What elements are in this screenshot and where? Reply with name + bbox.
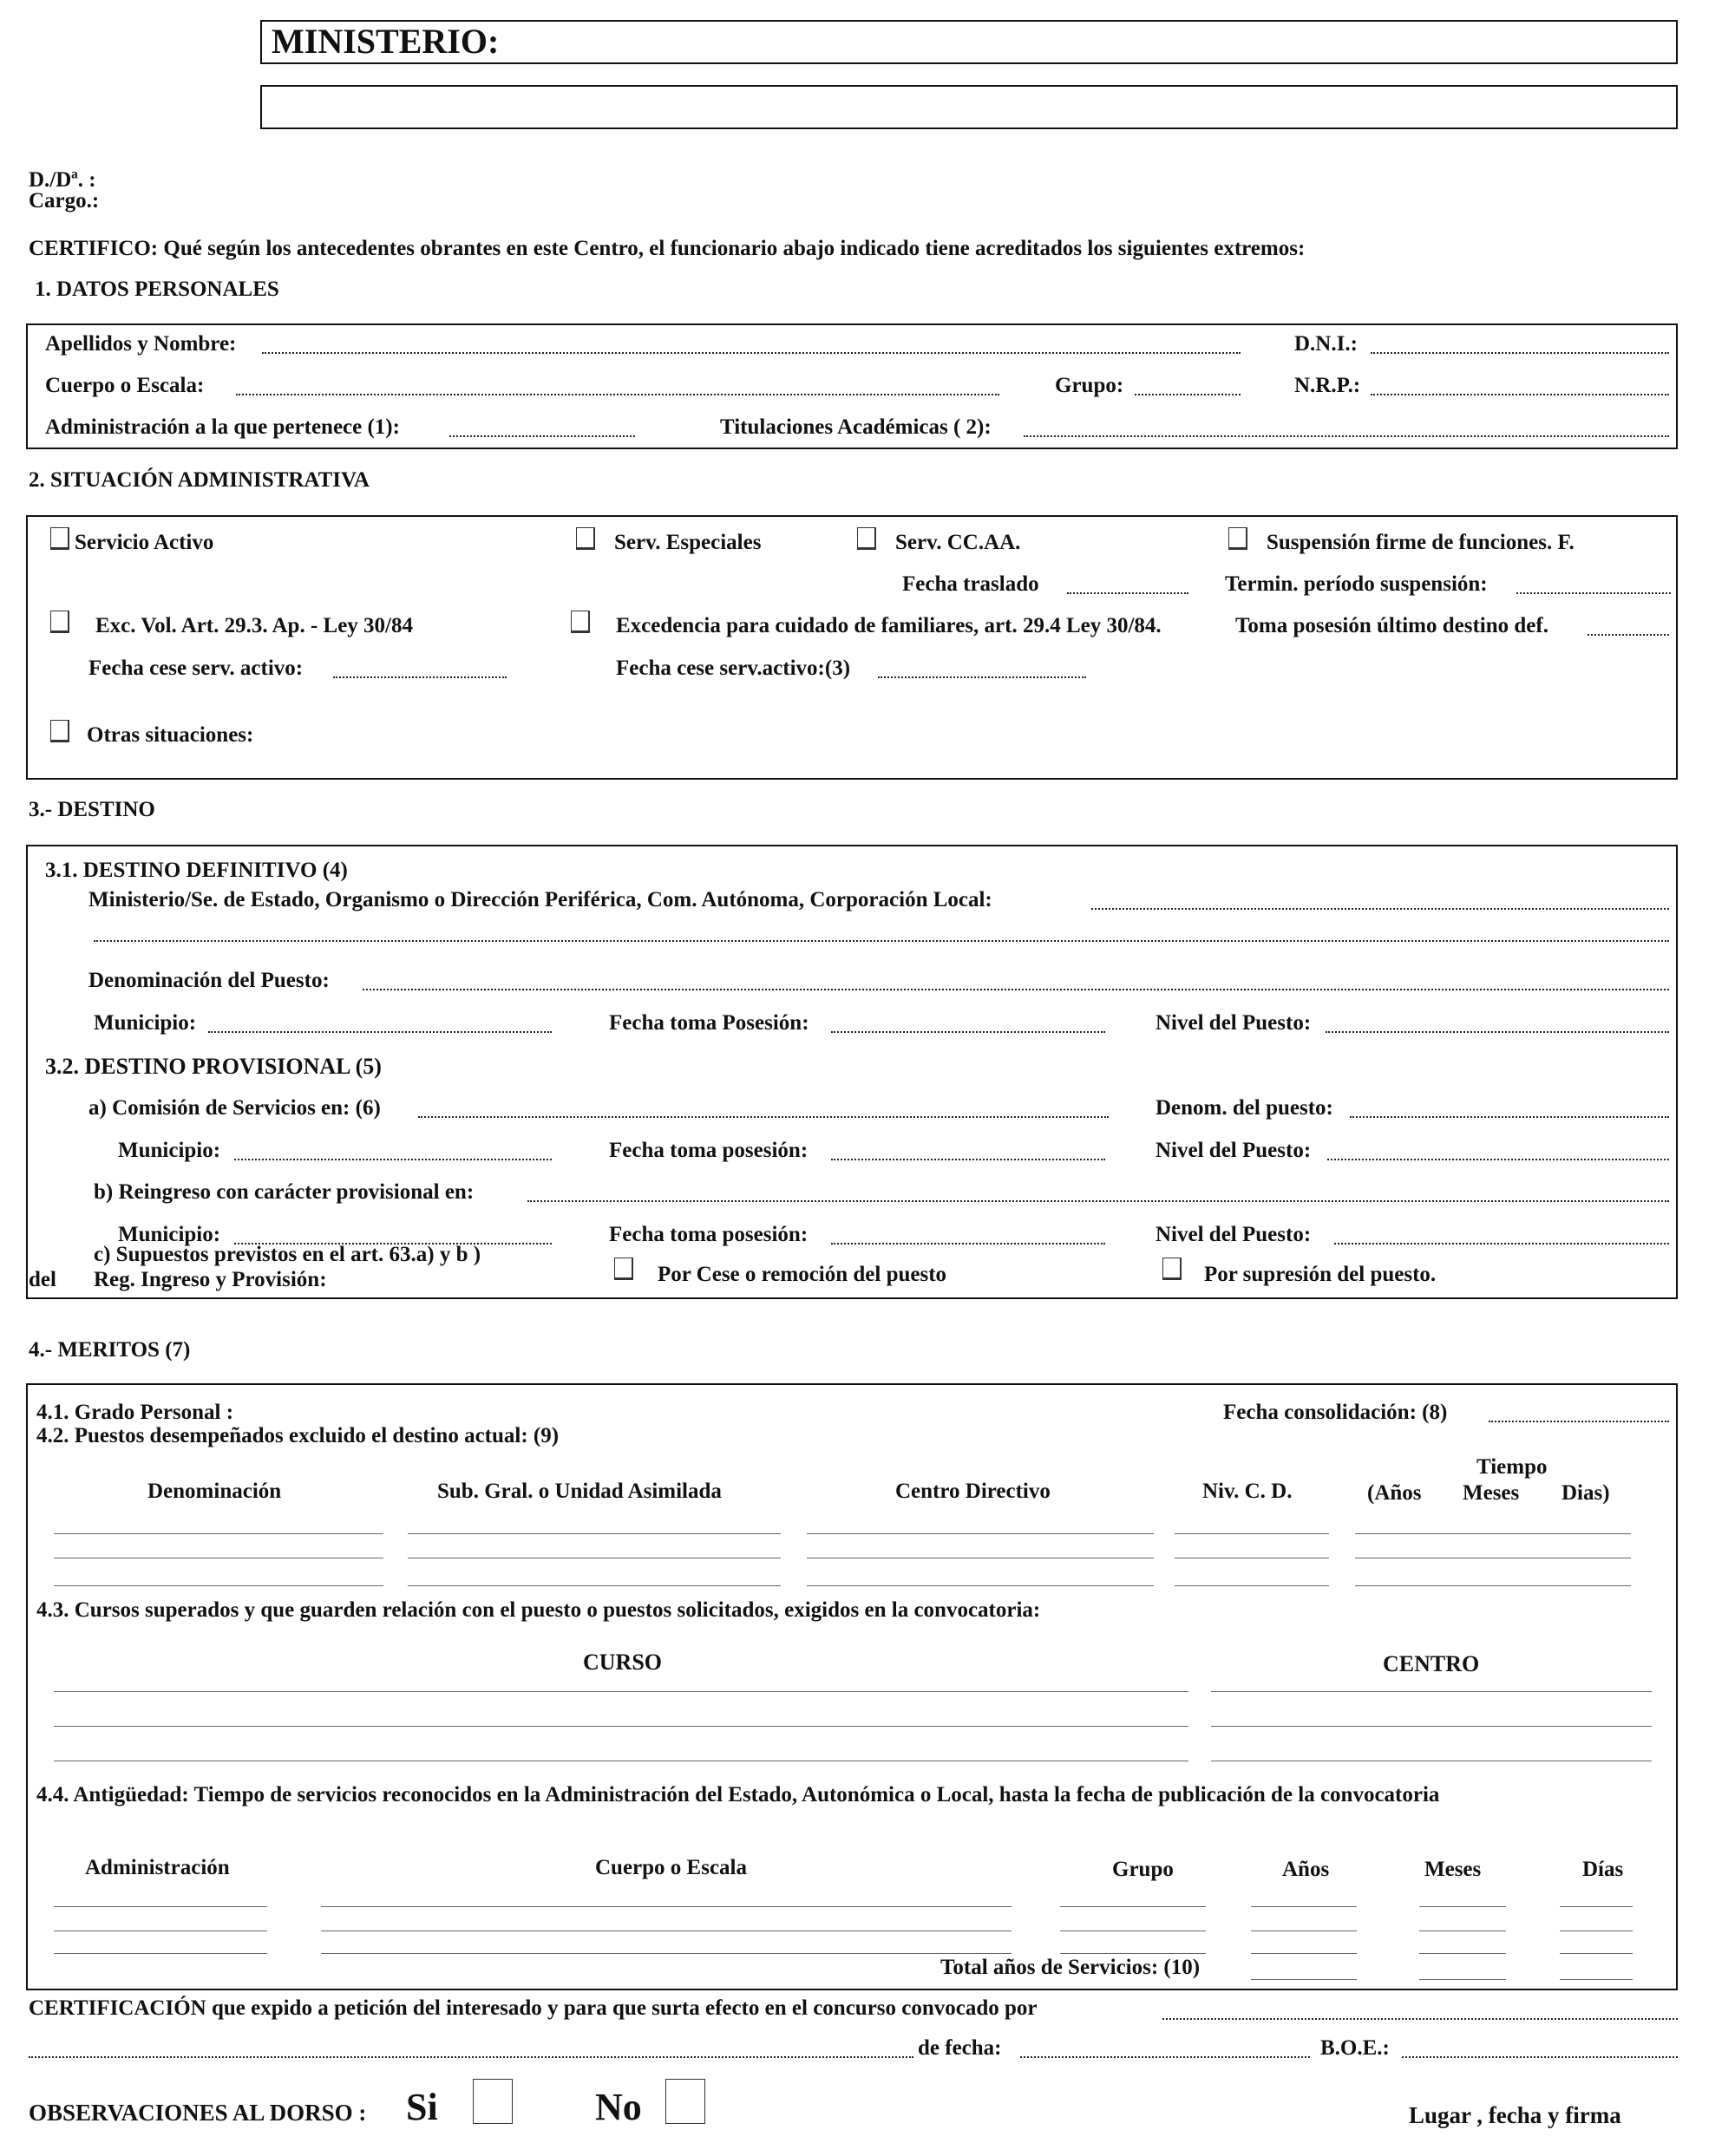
total-meses-field[interactable]: [1419, 1979, 1506, 1980]
col-centro: CENTRO: [1383, 1651, 1480, 1676]
col-anos: (Años: [1367, 1481, 1422, 1505]
col-dias: Dias): [1562, 1481, 1610, 1505]
certificacion-text: CERTIFICACIÓN que expido a petición del interesado y para que surta efecto en el concurso convocado por: [29, 1996, 1038, 2020]
antig-row-1-admin[interactable]: [54, 1906, 267, 1907]
centro-row-2[interactable]: [1211, 1726, 1652, 1727]
municipio-def-field[interactable]: [208, 1031, 552, 1033]
exc-vol-label: Exc. Vol. Art. 29.3. Ap. - Ley 30/84: [95, 614, 413, 637]
ministerio-se-label: Ministerio/Se. de Estado, Organismo o Dirección Periférica, Com. Autónoma, Corporación Local:: [88, 888, 992, 911]
nivel-rei-label: Nivel del Puesto:: [1156, 1223, 1312, 1246]
fecha-toma-rei-label: Fecha toma posesión:: [609, 1223, 809, 1246]
col-niv: Niv. C. D.: [1202, 1480, 1293, 1503]
servicio-activo-checkbox[interactable]: [50, 527, 69, 550]
puestos-row-1-tiempo[interactable]: [1355, 1533, 1631, 1534]
por-supresion-checkbox[interactable]: [1162, 1258, 1182, 1280]
antig-row-3-dias[interactable]: [1560, 1953, 1633, 1954]
antig-row-1-meses[interactable]: [1419, 1906, 1506, 1907]
nivel-def-label: Nivel del Puesto:: [1156, 1011, 1312, 1035]
puestos-row-1-denominacion[interactable]: [54, 1533, 383, 1534]
antiguedad-label: 4.4. Antigüedad: Tiempo de servicios reconocidos en la Administración del Estado, Autonómica o Local, hasta la fecha de publicación de la convocatoria: [36, 1783, 1440, 1806]
boe-label: B.O.E.:: [1320, 2036, 1390, 2060]
puestos-row-3-centro[interactable]: [807, 1585, 1154, 1586]
si-label: Si: [406, 2086, 438, 2128]
antig-row-3-cuerpo[interactable]: [321, 1953, 1012, 1954]
fecha-toma-rei-field[interactable]: [831, 1243, 1105, 1245]
section1-title: 1. DATOS PERSONALES: [35, 278, 279, 301]
puestos-row-3-subgral[interactable]: [408, 1585, 781, 1586]
fecha-toma-def-label: Fecha toma Posesión:: [609, 1011, 809, 1035]
exc-vol-checkbox[interactable]: [50, 611, 69, 633]
de-fecha-field[interactable]: [1020, 2056, 1310, 2058]
col-administracion: Administración: [85, 1856, 230, 1879]
denom-puesto-label: Denom. del puesto:: [1156, 1096, 1333, 1120]
apellidos-label: Apellidos y Nombre:: [45, 332, 237, 356]
ministerio-se-field[interactable]: [1091, 908, 1669, 910]
no-label: No: [595, 2086, 642, 2128]
destino-provisional-title: 3.2. DESTINO PROVISIONAL (5): [45, 1054, 382, 1079]
nrp-field[interactable]: [1371, 394, 1669, 395]
otras-checkbox[interactable]: [50, 720, 69, 742]
puestos-row-1-subgral[interactable]: [408, 1533, 781, 1534]
centro-row-1[interactable]: [1211, 1691, 1652, 1692]
denom-puesto-field[interactable]: [1350, 1116, 1669, 1118]
administracion-field[interactable]: [449, 435, 635, 437]
col-centro-directivo: Centro Directivo: [895, 1480, 1051, 1503]
antig-row-1-anos[interactable]: [1251, 1906, 1357, 1907]
cargo-label: Cargo.:: [29, 189, 100, 212]
no-checkbox[interactable]: [665, 2079, 705, 2124]
puestos-row-1-niv[interactable]: [1175, 1533, 1329, 1534]
col-dias2: Días: [1582, 1858, 1624, 1881]
municipio-def-label: Municipio:: [94, 1011, 197, 1035]
servicio-activo-label: Servicio Activo: [75, 531, 214, 554]
ministerio-se-field-2[interactable]: [94, 940, 1669, 942]
fecha-traslado-label: Fecha traslado: [902, 572, 1039, 596]
apellidos-field[interactable]: [262, 352, 1241, 354]
otras-label: Otras situaciones:: [87, 723, 254, 747]
serv-ccaa-label: Serv. CC.AA.: [895, 531, 1021, 554]
cuerpo-label: Cuerpo o Escala:: [45, 374, 205, 397]
grupo-label: Grupo:: [1055, 374, 1124, 397]
fecha-toma-def-field[interactable]: [831, 1031, 1105, 1033]
antig-row-3-anos[interactable]: [1251, 1953, 1357, 1954]
col-subgral: Sub. Gral. o Unidad Asimilada: [437, 1480, 722, 1503]
antig-row-3-grupo[interactable]: [1060, 1953, 1206, 1954]
fecha-consol-label: Fecha consolidación: (8): [1223, 1401, 1448, 1424]
reingreso-label: b) Reingreso con carácter provisional en:: [94, 1180, 475, 1204]
section3-title: 3.- DESTINO: [29, 798, 155, 821]
suspension-checkbox[interactable]: [1228, 527, 1247, 550]
col-denominacion: Denominación: [147, 1480, 282, 1503]
grado-label: 4.1. Grado Personal :: [36, 1401, 234, 1424]
por-cese-checkbox[interactable]: [614, 1258, 633, 1280]
antig-row-1-dias[interactable]: [1560, 1906, 1633, 1907]
fecha-cese1-label: Fecha cese serv. activo:: [88, 657, 304, 680]
reg-ingreso-label: Reg. Ingreso y Provisión:: [94, 1268, 327, 1291]
fecha-toma-com-field[interactable]: [831, 1159, 1105, 1160]
dni-field[interactable]: [1371, 352, 1669, 354]
col-tiempo: Tiempo: [1476, 1455, 1548, 1479]
col-anos2: Años: [1282, 1858, 1330, 1881]
nivel-com-field[interactable]: [1327, 1159, 1669, 1160]
puestos-row-3-niv[interactable]: [1175, 1585, 1329, 1586]
fecha-traslado-field[interactable]: [1067, 592, 1188, 594]
ministerio-label: MINISTERIO:: [272, 22, 500, 61]
section4-box: [26, 1383, 1678, 1990]
denominacion-field[interactable]: [363, 989, 1669, 990]
fecha-cese2-label: Fecha cese serv.activo:(3): [616, 657, 851, 680]
antig-row-3-admin[interactable]: [54, 1953, 267, 1954]
de-fecha-label: de fecha:: [918, 2036, 1002, 2060]
observaciones-label: OBSERVACIONES AL DORSO :: [29, 2100, 367, 2126]
nivel-def-field[interactable]: [1326, 1031, 1669, 1033]
puestos-row-3-denominacion[interactable]: [54, 1585, 383, 1586]
serv-especiales-label: Serv. Especiales: [614, 531, 762, 554]
municipio-com-field[interactable]: [234, 1159, 552, 1160]
convocado-por-field[interactable]: [1162, 2018, 1678, 2020]
administracion-label: Administración a la que pertenece (1):: [45, 415, 400, 439]
termin-field[interactable]: [1516, 592, 1671, 594]
excedencia-label: Excedencia para cuidado de familiares, art. 29.4 Ley 30/84.: [616, 614, 1162, 637]
col-cuerpo: Cuerpo o Escala: [595, 1856, 747, 1879]
serv-especiales-checkbox[interactable]: [576, 527, 595, 550]
serv-ccaa-checkbox[interactable]: [857, 527, 876, 550]
col-curso: CURSO: [583, 1650, 663, 1675]
nivel-rei-field[interactable]: [1334, 1243, 1669, 1245]
puestos-row-1-centro[interactable]: [807, 1533, 1154, 1534]
section4-title: 4.- MERITOS (7): [29, 1338, 191, 1362]
curso-row-2[interactable]: [54, 1726, 1188, 1727]
dd-label: D./Dª. :: [29, 168, 96, 192]
supuestos-label: c) Supuestos previstos en el art. 63.a) y b ): [94, 1243, 481, 1266]
por-supresion-label: Por supresión del puesto.: [1204, 1263, 1437, 1286]
col-meses: Meses: [1463, 1481, 1520, 1505]
antig-row-1-cuerpo[interactable]: [321, 1906, 1012, 1907]
lugar-fecha-firma-label: Lugar , fecha y firma: [1409, 2102, 1621, 2128]
titulaciones-field[interactable]: [1024, 435, 1669, 437]
si-checkbox[interactable]: [473, 2079, 513, 2124]
col-grupo: Grupo: [1112, 1858, 1174, 1881]
termin-label: Termin. período suspensión:: [1225, 572, 1488, 596]
fecha-consol-field[interactable]: [1489, 1421, 1669, 1422]
certifico-text: CERTIFICO: Qué según los antecedentes obrantes en este Centro, el funcionario abajo indicado tiene acreditados los siguientes extremos:: [29, 237, 1306, 260]
excedencia-checkbox[interactable]: [571, 611, 590, 633]
ministerio-subfield[interactable]: [260, 85, 1678, 129]
municipio-rei-label: Municipio:: [118, 1223, 221, 1246]
por-cese-label: Por Cese o remoción del puesto: [658, 1263, 947, 1286]
municipio-com-label: Municipio:: [118, 1139, 221, 1162]
toma-posesion-field[interactable]: [1588, 634, 1669, 636]
curso-row-1[interactable]: [54, 1691, 1188, 1692]
total-dias-field[interactable]: [1560, 1979, 1633, 1980]
boe-field[interactable]: [1402, 2056, 1678, 2058]
fecha-toma-com-label: Fecha toma posesión:: [609, 1139, 809, 1162]
dni-label: D.N.I.:: [1294, 332, 1358, 356]
cuerpo-field[interactable]: [236, 394, 999, 395]
antig-row-1-grupo[interactable]: [1060, 1906, 1206, 1907]
destino-definitivo-title: 3.1. DESTINO DEFINITIVO (4): [45, 859, 348, 882]
titulaciones-label: Titulaciones Académicas ( 2):: [720, 415, 992, 439]
toma-posesion-label: Toma posesión último destino def.: [1235, 614, 1548, 637]
nivel-com-label: Nivel del Puesto:: [1156, 1139, 1312, 1162]
puestos-label: 4.2. Puestos desempeñados excluido el destino actual: (9): [36, 1424, 560, 1447]
puestos-row-3-tiempo[interactable]: [1355, 1585, 1631, 1586]
reingreso-field[interactable]: [527, 1200, 1669, 1202]
antig-row-3-meses[interactable]: [1419, 1953, 1506, 1954]
convocado-por-field-2[interactable]: [29, 2056, 913, 2058]
col-meses2: Meses: [1424, 1858, 1482, 1881]
section2-title: 2. SITUACIÓN ADMINISTRATIVA: [29, 468, 370, 492]
fecha-cese2-field[interactable]: [878, 676, 1086, 678]
cursos-label: 4.3. Cursos superados y que guarden relación con el puesto o puestos solicitados, exigidos en la convocatoria:: [36, 1598, 1041, 1622]
total-anos-field[interactable]: [1251, 1979, 1357, 1980]
comision-label: a) Comisión de Servicios en: (6): [88, 1096, 381, 1120]
total-anos-label: Total años de Servicios: (10): [940, 1956, 1201, 1979]
comision-field[interactable]: [418, 1116, 1109, 1118]
denominacion-label: Denominación del Puesto:: [88, 969, 330, 992]
nrp-label: N.R.P.:: [1294, 374, 1361, 397]
suspension-label: Suspensión firme de funciones. F.: [1267, 531, 1575, 554]
del-label: del: [29, 1268, 56, 1291]
fecha-cese1-field[interactable]: [333, 676, 507, 678]
grupo-field[interactable]: [1135, 394, 1241, 395]
